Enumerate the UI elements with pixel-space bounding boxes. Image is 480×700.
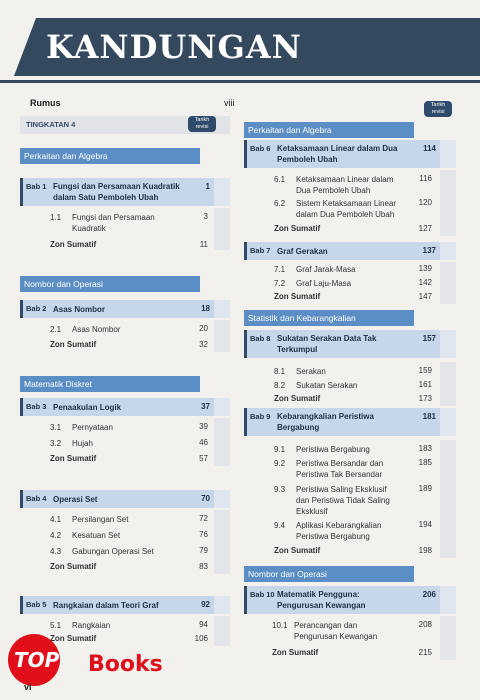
zon-page: 32 [199,340,208,349]
revision-checkbox[interactable] [214,300,230,318]
zon-sumatif: Zon Sumatif [50,562,97,571]
bab-number: Bab 3 [26,402,47,411]
subtopic-page: 194 [418,520,432,529]
revision-checkbox[interactable] [440,140,456,168]
bab-title: Asas Nombor [53,305,106,314]
revision-checkbox[interactable] [214,418,230,466]
zon-sumatif: Zon Sumatif [50,340,97,349]
subtopic-page: 142 [418,278,432,287]
tingkatan-label: TINGKATAN 4 [26,120,76,129]
subtopic-page: 20 [199,324,208,333]
revision-checkbox[interactable] [214,510,230,574]
revision-checkbox[interactable] [214,320,230,352]
logo-top-text: TOP [14,648,60,672]
bab-number: Bab 2 [26,304,47,313]
bab-page: 181 [422,412,436,421]
bab-number: Bab 9 [250,412,271,421]
bab-title: Graf Gerakan [277,247,328,256]
bab-title: Kebarangkalian Peristiwa Bergabung [277,412,374,432]
bab-5-header [20,596,230,614]
revision-checkbox[interactable] [440,262,456,304]
bab-page: 157 [422,334,436,343]
bab-page: 1 [205,182,210,191]
rumus-label: Rumus [30,98,61,108]
revision-checkbox[interactable] [440,440,456,558]
bab-number: Bab 4 [26,494,47,503]
zon-sumatif: Zon Sumatif [274,224,321,233]
bab-number: Bab 10 [250,590,275,599]
bab-10-header [244,586,456,614]
bab-number: Bab 6 [250,144,271,153]
section-statistik-kebarangkalian: Statistik dan Kebarangkalian [244,310,414,326]
subtopic-page: 46 [199,438,208,447]
bab-page: 37 [201,402,210,411]
revision-checkbox[interactable] [440,330,456,358]
bab-4-header [20,490,230,508]
page-number: vi [24,682,32,692]
subtopic-page: 189 [418,484,432,493]
subtopic-page: 39 [199,422,208,431]
section-perkaitan-algebra: Perkaitan dan Algebra [244,122,414,138]
subtopic-page: 185 [418,458,432,467]
revision-checkbox[interactable] [440,170,456,236]
subtopic-page: 161 [418,380,432,389]
subtopic-page: 72 [199,514,208,523]
revision-checkbox[interactable] [214,616,230,646]
bab-8-header [244,330,456,358]
zon-sumatif: Zon Sumatif [50,454,97,463]
bab-title: Penaakulan Logik [53,403,122,412]
bab-title: Sukatan Serakan Data Tak Terkumpul [277,334,377,354]
zon-sumatif: Zon Sumatif [50,634,97,643]
bab-1-header [20,178,230,206]
bab-title: Fungsi dan Persamaan Kuadratik dalam Satu Pemboleh Ubah [53,182,180,202]
revision-checkbox[interactable] [214,208,230,250]
subtopic-page: 120 [418,198,432,207]
bab-title: Operasi Set [53,495,98,504]
subtopic-page: 116 [419,174,432,183]
subtopic-page: 76 [199,530,208,539]
revision-checkbox[interactable] [214,490,230,508]
bab-7-header [244,242,456,260]
subtopic-page: 94 [199,620,208,629]
bab-title: Matematik Pengguna: Pengurusan Kewangan [277,590,366,610]
bab-number: Bab 5 [26,600,47,609]
zon-page: 147 [418,292,432,301]
subtopic-page: 139 [418,264,432,273]
zon-page: 215 [418,648,432,657]
subtopic-page: 3 [203,212,208,221]
page-title: KANDUNGAN [46,28,302,66]
revision-checkbox[interactable] [440,408,456,436]
revision-checkbox[interactable] [440,242,456,260]
bab-page: 206 [422,590,436,599]
bab-page: 92 [201,600,210,609]
zon-sumatif: Zon Sumatif [274,292,321,301]
bab-title: Rangkaian dalam Teori Graf [53,601,159,610]
section-matematik-diskret: Matematik Diskret [20,376,200,392]
zon-page: 57 [199,454,208,463]
banner-stripe [0,80,480,83]
section-perkaitan-algebra: Perkaitan dan Algebra [20,148,200,164]
bab-6-header [244,140,456,168]
subtopic-page: 159 [418,366,432,375]
zon-sumatif: Zon Sumatif [50,240,97,249]
revision-checkbox[interactable] [440,586,456,614]
bab-page: 70 [201,494,210,503]
bab-number: Bab 8 [250,334,271,343]
title-banner [0,18,480,76]
bab-page: 18 [201,304,210,313]
section-nombor-operasi: Nombor dan Operasi [244,566,414,582]
section-nombor-operasi: Nombor dan Operasi [20,276,200,292]
zon-page: 106 [194,634,208,643]
revision-checkbox[interactable] [214,596,230,614]
bab-3-header [20,398,230,416]
tarikh-revisi-badge: Tarikh revisi [424,101,452,117]
bab-page: 137 [422,246,436,255]
bab-page: 114 [423,144,436,153]
revision-checkbox[interactable] [440,362,456,406]
bab-number: Bab 1 [26,182,47,191]
subtopic-page: 183 [418,444,432,453]
bab-title: Ketaksamaan Linear dalam Dua Pemboleh Ubah [277,144,398,164]
bab-9-header [244,408,456,436]
zon-page: 173 [418,394,432,403]
subtopic-page: 208 [418,620,432,629]
zon-page: 198 [418,546,432,555]
zon-sumatif: Zon Sumatif [272,648,319,657]
zon-page: 127 [418,224,432,233]
revision-checkbox[interactable] [214,398,230,416]
zon-page: 83 [199,562,208,571]
revision-checkbox[interactable] [440,616,456,660]
rumus-page: viii [224,98,235,108]
bab-number: Bab 7 [250,246,271,255]
bab-2-header [20,300,230,318]
zon-sumatif: Zon Sumatif [274,546,321,555]
tarikh-revisi-badge: Tarikh revisi [188,116,216,132]
revision-checkbox[interactable] [214,178,230,206]
subtopic-page: 79 [199,546,208,555]
logo-books-text: Books [88,652,163,677]
zon-page: 11 [199,240,208,249]
zon-sumatif: Zon Sumatif [274,394,321,403]
